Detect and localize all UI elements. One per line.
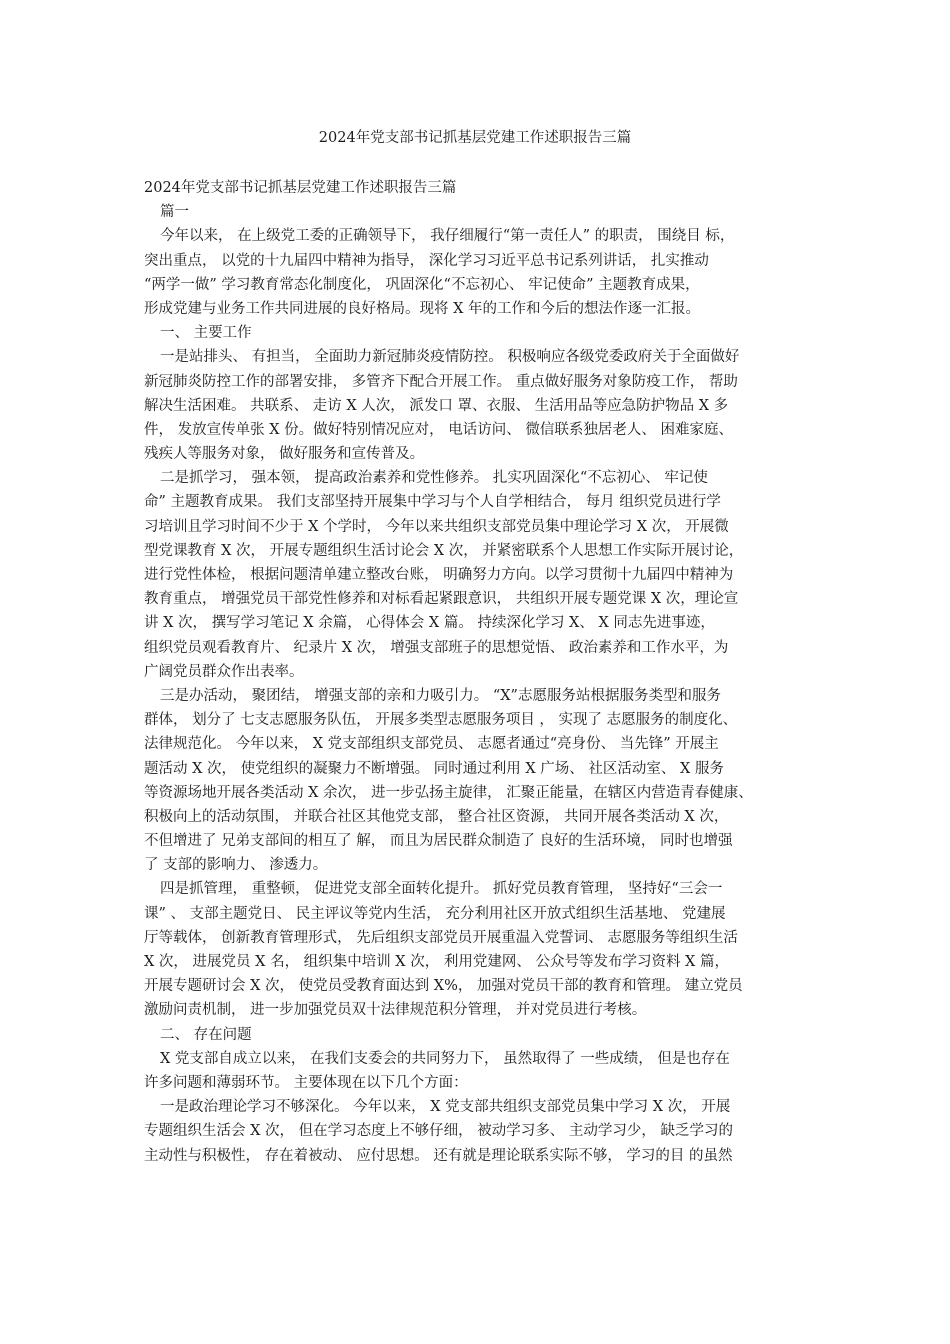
- text-line: 件， 发放宣传单张 X 份。做好特别情况应对， 电话访问、 微信联系独居老人、 困难家庭、: [144, 421, 733, 438]
- text-line: 新冠肺炎防控工作的部署安排， 多管齐下配合开展工作。 重点做好服务对象防疫工作， 帮助: [144, 373, 738, 390]
- text-line: 了 支部的影响力、 渗透力。: [144, 857, 328, 874]
- text-line: 广阔党员群众作出表率。: [144, 663, 304, 680]
- text-line: 等资源场地开展各类活动 X 余次， 进一步弘扬主旋律， 汇聚正能量，在辖区内营造青春健康、: [144, 784, 753, 801]
- text-line: 不但增进了 兄弟支部间的相互了 解， 而且为居民群众制造了 良好的生活环境， 同时也增强: [144, 833, 733, 850]
- text-line: 2024年党支部书记抓基层党建工作述职报告三篇: [144, 180, 457, 196]
- text-line: 题活动 X 次， 使党组织的凝聚力不断增强。 同时通过利用 X 广场、 社区活动室、 X 服务: [144, 760, 724, 777]
- text-line: 习培训且学习时间不少于 X 个学时， 今年以来共组织支部党员集中理论学习 X 次， 开展微: [144, 518, 729, 535]
- document-title: 2024年党支部书记抓基层党建工作述职报告三篇: [318, 130, 632, 146]
- text-line: “两学一做” 学习教育常态化制度化， 巩固深化“不忘初心、 牢记使命” 主题教育成果，: [144, 276, 700, 293]
- text-line: 开展专题研讨会 X 次， 使党员受教育面达到 X%， 加强对党员干部的教育和管理。 建立党员: [144, 978, 743, 995]
- text-line: 教育重点， 增强党员干部党性修养和对标看起紧跟意识， 共组织开展专题党课 X 次，理论宣: [144, 591, 739, 608]
- text-line: 许多问题和薄弱环节。 主要体现在以下几个方面：: [144, 1074, 468, 1091]
- document-body: [144, 176, 809, 1168]
- text-line: 四是抓管理， 重整顿， 促进党支部全面转化提升。 抓好党员教育管理， 坚持好“三会一: [160, 881, 723, 898]
- text-line: 今年以来， 在上级党工委的正确领导下， 我仔细履行“第一责任人” 的职责， 围绕目 标，: [160, 228, 735, 245]
- text-line: 课” 、 支部主题党日、 民主评议等党内生活， 充分利用社区开放式组织生活基地、 党建展: [144, 905, 726, 922]
- text-line: 解决生活困难。 共联系、 走访 X 人次， 派发口 罩、衣服、 生活用品等应急防护物品 X 多: [144, 397, 729, 414]
- text-line: 一是政治理论学习不够深化。 今年以来， X 党支部共组织支部党员集中学习 X 次， 开展: [160, 1099, 731, 1116]
- text-line: 三是办活动， 聚团结， 增强支部的亲和力吸引力。 “X”志愿服务站根据服务类型和服务: [160, 687, 721, 704]
- text-line: X 次， 进展党员 X 名， 组织集中培训 X 次， 利用党建网、 公众号等发布学习资料 X 篇，: [144, 954, 729, 970]
- text-line: 命” 主题教育成果。 我们支部坚持开展集中学习与个人自学相结合， 每月 组织党员进行学: [144, 494, 721, 511]
- text-line: X 党支部自成立以来， 在我们支委会的共同努力下， 虽然取得了 一些成绩， 但是也存在: [160, 1050, 730, 1067]
- text-line: 残疾人等服务对象， 做好服务和宣传普及。: [144, 446, 425, 463]
- text-line: 二、 存在问题: [160, 1026, 252, 1043]
- text-line: 专题组织生活会 X 次， 但在学习态度上不够仔细， 被动学习多、 主动学习少， 缺乏学习的: [144, 1123, 733, 1140]
- text-line: 厅等载体， 创新教育管理形式， 先后组织支部党员开展重温入党誓词、 志愿服务等组织生活: [144, 929, 738, 946]
- text-line: 一、 主要工作: [160, 325, 252, 342]
- text-line: 群体， 划分了 七支志愿服务队伍， 开展多类型志愿服务项目 ， 实现了 志愿服务的制度化、: [144, 712, 738, 729]
- text-line: 法律规范化。 今年以来， X 党支部组织支部党员、 志愿者通过“亮身份、 当先锋” 开展主: [144, 736, 719, 753]
- text-line: 形成党建与业务工作共同进展的良好格局。现将 X 年的工作和今后的想法作逐一汇报。: [144, 300, 701, 317]
- text-line: 积极向上的活动氛围， 并联合社区其他党支部， 整合社区资源， 共同开展各类活动 X 次，: [144, 808, 729, 825]
- text-line: 进行党性体检， 根据问题清单建立整改台账， 明确努力方向。以学习贯彻十九届四中精神为: [144, 567, 734, 583]
- text-line: 一是站排头、 有担当， 全面助力新冠肺炎疫情防控。 积极响应各级党委政府关于全面做好: [160, 349, 740, 366]
- text-line: 篇一: [160, 204, 189, 221]
- text-line: 激励问责机制， 进一步加强党员双十法律规范积分管理， 并对党员进行考核。: [144, 1002, 647, 1019]
- text-line: 二是抓学习， 强本领， 提高政治素养和党性修养。 扎实巩固深化“不忘初心、 牢记使: [160, 470, 708, 487]
- text-line: 组织党员观看教育片、 纪录片 X 次， 增强支部班子的思想觉悟、 政治素养和工作水平，为: [144, 639, 729, 656]
- text-line: 型党课教育 X 次， 开展专题组织生活讨论会 X 次， 并紧密联系个人思想工作实际开展讨论，: [144, 542, 744, 559]
- text-line: 突出重点， 以党的十九届四中精神为指导， 深化学习习近平总书记系列讲话， 扎实推动: [144, 252, 709, 269]
- text-line: 主动性与积极性， 存在着被动、 应付思想。 还有就是理论联系实际不够， 学习的目 的虽然: [144, 1147, 733, 1164]
- text-line: 讲 X 次， 撰写学习笔记 X 余篇， 心得体会 X 篇。 持续深化学习 X、 X 同志先进事迹，: [144, 615, 715, 632]
